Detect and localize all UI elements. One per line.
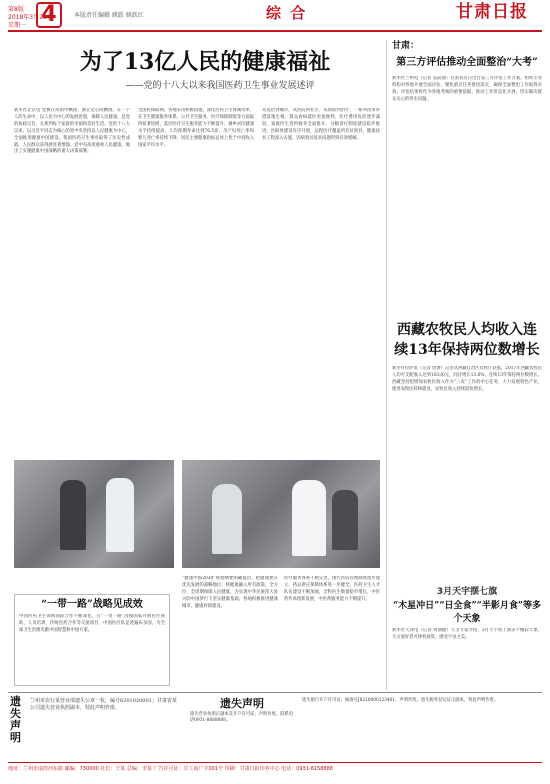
right-article-2-text: 新华社拉萨电（记者 庞博）记者从西藏自治区农牧厅获悉，2017年西藏农牧民人均可支配收入达到10330元，同比增长13.6%，连续13年保持两位数增长。西藏坚持把增加农牧民收入作为“三农”工作的中心任务，大力发展特色产业，推进农牧民转移就业，农牧民收入持续较快增长。 (392, 366, 542, 392)
sidebar-box-title: “一带一路”战略见成效 (41, 599, 143, 610)
right-article-2-title: 西藏农牧民人均收入连续13年保持两位数增长 (394, 322, 540, 358)
ad-2-text: 遗失营业执照正副本及开户许可证，声明作废。联系电话0931-8888888。 (190, 712, 294, 723)
page-number: 4 (36, 2, 62, 28)
weekday-label: 星期一 (8, 22, 27, 29)
ad-3-text: 遗失银行开户许可证，核准号J8210000123401，声明作废。遗失税务登记证正副本，特此声明作废。 (302, 698, 499, 703)
article-column-3: 从基层到城市，从医院到社区，从预防到治疗，一系列改革举措落地生根，群众看病就医更加便利，医疗费用负担逐步减轻。家庭医生签约服务全面推开，分级诊疗制度建设稳步推进，医联体建设有序开展，远程医疗覆盖所有贫困县，健康扶贫工程深入实施，因病致贫返贫问题得到有效缓解。 (262, 108, 380, 141)
right-article-1-title: 第三方评估推动全面整治“大考” (396, 57, 538, 68)
edition-label: 第8版 (8, 6, 24, 13)
page-footer: 地址：兰州市南滨河东路 邮编：730000 社长：王某 总编：李某 广告许可证：甘工商广字001号 印刷：甘肃日报印务中心 电话：0931-8158888 (8, 762, 542, 773)
newspaper-logo: 甘肃日报 (456, 2, 528, 22)
ad-1-text: 兰州市农行某营业部遗失公章一枚，编号6201020001；甘肃省某公司遗失营业执照副本，特此声明作废。 (30, 698, 177, 711)
article-title: 为了13亿人民的健康福祉 (79, 49, 331, 75)
ad-2-title: 遗失声明 (220, 697, 264, 710)
date-label: 2018年3月28日 (8, 14, 53, 21)
section-title: 综 合 (266, 4, 308, 22)
article-lower-left: “健康中国2030”规划纲要明确提出，把健康摆在优先发展的战略地位，将健康融入所有政策，全方位、全周期保障人民健康，为实现中华民族伟大复兴的中国梦打下坚实健康基础。各地积极推进健康城市、健康村镇建设。 (182, 576, 278, 609)
right-article-3-title: “木星冲日”“日全食”“半影月食”等多个天象 (392, 601, 542, 624)
news-photo-2 (182, 460, 380, 568)
right-article-3-kicker: 3月天宇摆七旗 (436, 587, 498, 597)
article-column-2: 全国医保联网，各地采用积极措施，深化医药卫生体制改革，在卫生健康服务体系、公共卫生服务、医疗保障制度等方面取得显著进展，基层医疗卫生服务能力不断提升，城乡居民健康水平持续提高，人均预期寿命达到76.5岁，孕产妇死亡率和婴儿死亡率持续下降，居民主要健康指标总体上优于中高收入国家平均水平。 (138, 108, 254, 148)
ad-1-title: 遗失声明 (10, 695, 21, 744)
right-article-1-text: 新华社兰州电（记者 袁前强）甘肃省近日出台第三方评估工作方案，组织专业机构对各地开展全面评估，聚焦重点任务推进落实，确保全面整治工作取得实效。评估结果将作为各地考核的重要依据，推动工作常态化开展，切实解决群众关心的突出问题。 (392, 76, 542, 102)
header-rule (8, 30, 542, 32)
article-subtitle: ——党的十八大以来我国医药卫生事业发展述评 (125, 81, 315, 91)
sidebar-box-text: 中国医药卫生领域国际合作不断深化，在“一带一路”沿线国家开展医疗援助、人员培训、传统医药合作等交流项目，中国医疗队足迹遍布多国，为全球卫生治理贡献中国智慧和中国方案。 (19, 614, 165, 633)
column-divider (386, 40, 387, 690)
right-article-3-text: 新华社天津电（记者 周润健）天文专家介绍，3月天宇将上演多个精彩天象，天文爱好者可择机观赏，感受宇宙之美。 (392, 628, 542, 640)
article-column-1: 新华社北京电 党旗在风雨中飘扬，旗在党心间飘扬。在一个人的生命中，以人民为中心的发展思想，保障人民健康，是党的执政宗旨，关系到每个家庭的幸福和美好生活。党的十八大以来，以习近平同志为核心的党中央坚持以人民健康为中心，全面推进健康中国建设，我国医药卫生事业取得了历史性成就，人民群众获得感显著增强。党中央高度重视人民健康，做出了实施健康中国战略的重大决策部署。 (14, 108, 130, 155)
right-dateline: 甘肃： (392, 41, 420, 51)
editors-line: 本版责任编辑 姚跃 姚跃红 (74, 12, 144, 19)
sidebar-box (14, 594, 170, 686)
article-lower-mid: 医疗服务体系不断完善，现代医院管理制度逐步建立，药品供应保障体系进一步健全，医药卫生人才队伍建设不断加强，全科医生数量稳步增长，中医药传承创新发展，中医药服务能力不断提升。 (284, 576, 380, 602)
news-photo-1 (14, 460, 174, 568)
